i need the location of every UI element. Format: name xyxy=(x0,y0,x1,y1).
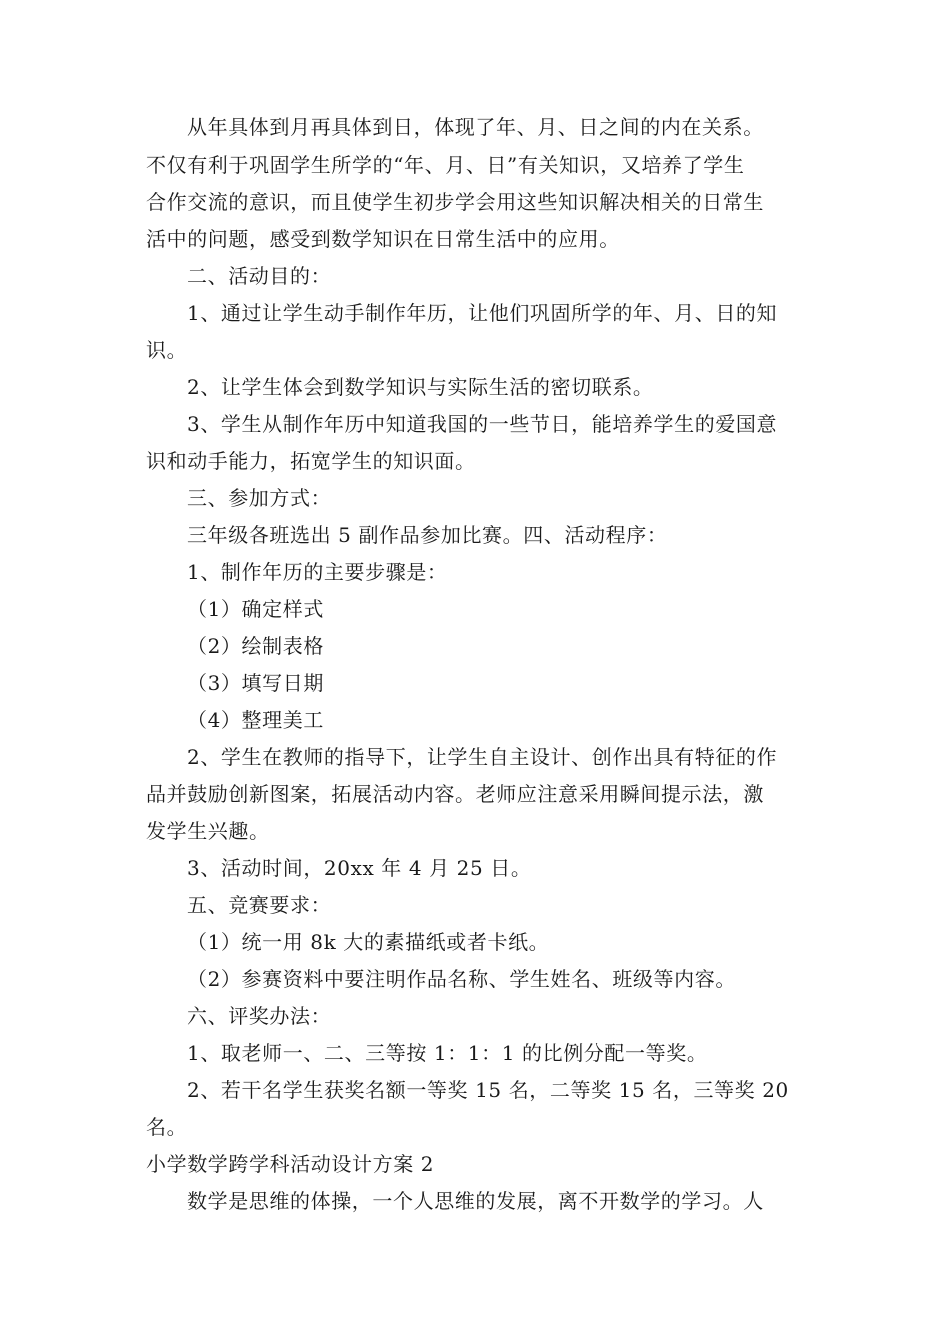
paragraph-line: 不仅有利于巩固学生所学的“年、月、日”有关知识，又培养了学生 xyxy=(146,153,745,177)
list-item: （1）确定样式 xyxy=(187,597,324,621)
paragraph-line: 识。 xyxy=(146,338,188,362)
paragraph-line: 3、活动时间，20xx 年 4 月 25 日。 xyxy=(187,856,532,880)
paragraph-line: 1、制作年历的主要步骤是： xyxy=(187,560,448,584)
paragraph-line: 2、学生在教师的指导下，让学生自主设计、创作出具有特征的作 xyxy=(187,745,778,769)
list-item: （2）绘制表格 xyxy=(187,634,324,658)
paragraph-line: 2、若干名学生获奖名额一等奖 15 名，二等奖 15 名，三等奖 20 xyxy=(187,1078,789,1102)
paragraph-line: 识和动手能力，拓宽学生的知识面。 xyxy=(146,449,476,473)
paragraph-line: 2、让学生体会到数学知识与实际生活的密切联系。 xyxy=(187,375,654,399)
paragraph-line: 发学生兴趣。 xyxy=(146,819,270,843)
paragraph-line: 1、取老师一、二、三等按 1：1：1 的比例分配一等奖。 xyxy=(187,1041,708,1065)
paragraph-line: 数学是思维的体操，一个人思维的发展，离不开数学的学习。人 xyxy=(187,1189,764,1213)
section-heading: 五、竞赛要求： xyxy=(187,893,332,917)
paragraph-line: 合作交流的意识，而且使学生初步学会用这些知识解决相关的日常生 xyxy=(146,190,764,214)
paragraph-line: 三年级各班选出 5 副作品参加比赛。四、活动程序： xyxy=(187,523,668,547)
section-heading: 六、评奖办法： xyxy=(187,1004,332,1028)
paragraph-line: 品并鼓励创新图案，拓展活动内容。老师应注意采用瞬间提示法，激 xyxy=(146,782,764,806)
list-item: （1）统一用 8k 大的素描纸或者卡纸。 xyxy=(187,930,550,954)
list-item: （4）整理美工 xyxy=(187,708,324,732)
paragraph-line: 3、学生从制作年历中知道我国的一些节日，能培养学生的爱国意 xyxy=(187,412,778,436)
section-heading: 二、活动目的： xyxy=(187,264,332,288)
paragraph-line: 活中的问题，感受到数学知识在日常生活中的应用。 xyxy=(146,227,620,251)
section-heading: 三、参加方式： xyxy=(187,486,332,510)
list-item: （3）填写日期 xyxy=(187,671,324,695)
paragraph-line: 名。 xyxy=(146,1115,188,1139)
document-title: 小学数学跨学科活动设计方案 2 xyxy=(146,1152,435,1176)
paragraph-line: 1、通过让学生动手制作年历，让他们巩固所学的年、月、日的知 xyxy=(187,301,778,325)
list-item: （2）参赛资料中要注明作品名称、学生姓名、班级等内容。 xyxy=(187,967,736,991)
paragraph-line: 从年具体到月再具体到日，体现了年、月、日之间的内在关系。 xyxy=(187,115,764,139)
